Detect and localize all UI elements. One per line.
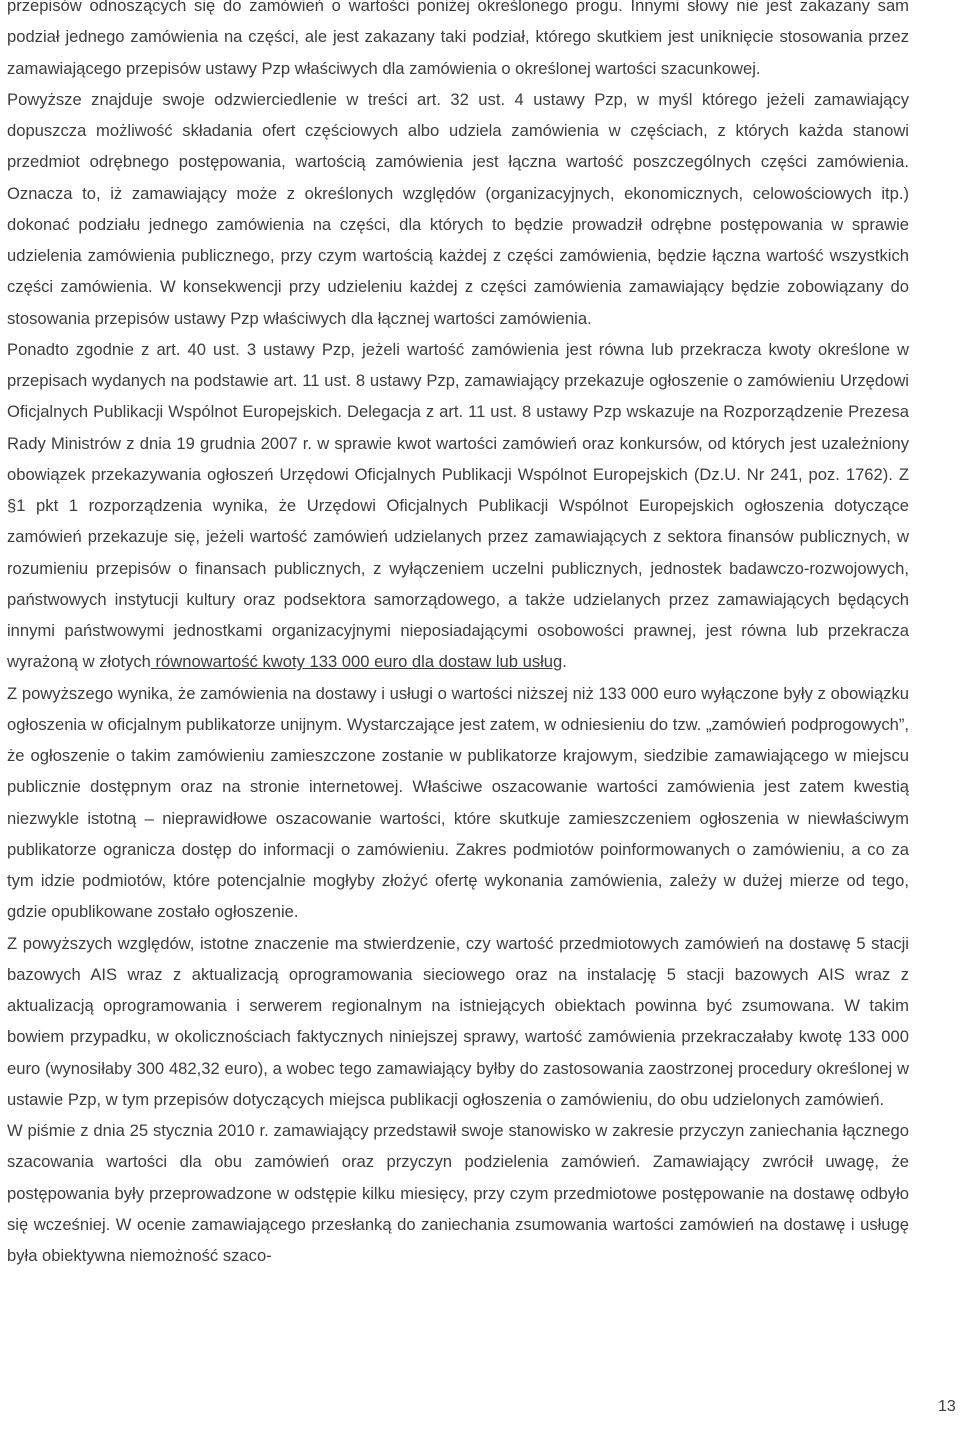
paragraph-4: Z powyższego wynika, że zamówienia na dostawy i usługi o wartości niższej niż 133 000 euro wyłączone były z obowiązku ogłoszenia w oficjalnym publikatorze unijnym. Wystarczające jest zatem, w odniesieniu do tzw. „zamówień podprogowych”, że ogłoszenie o takim zamówieniu zamieszczone zostanie w publikatorze krajowym, siedzibie zamawiającego w miejscu publicznie dostępnym oraz na stronie internetowej. Właściwe oszacowanie wartości zamówienia jest zatem kwestią niezwykle istotną – nieprawidłowe oszacowanie wartości, które skutkuje zamieszczeniem ogłoszenia w niewłaściwym publikatorze ogranicza dostęp do informacji o zamówieniu. Zakres podmiotów poinformowanych o zamówieniu, a co za tym idzie podmiotów, które potencjalnie mogłyby złożyć ofertę wykonania zamówienia, zależy w dużej mierze od tego, gdzie opublikowane zostało ogłoszenie. [7, 683, 909, 922]
paragraph-2: Powyższe znajduje swoje odzwierciedlenie w treści art. 32 ust. 4 ustawy Pzp, w myśl którego jeżeli zamawiający dopuszcza możliwość składania ofert częściowych albo udziela zamówienia w częściach, z których każda stanowi przedmiot odrębnego postępowania, wartością zamówienia jest łączna wartość poszczególnych części zamówienia. Oznacza to, iż zamawiający może z określonych względów (organizacyjnych, ekonomicznych, celowościowych itp.) dokonać podziału jednego zamówienia na części, dla których to będzie prowadził odrębne postępowania w sprawie udzielenia zamówienia publicznego, przy czym wartością każdej z części zamówienia, będzie łączna wartość wszystkich części zamówienia. W konsekwencji przy udzieleniu każdej z części zamówienia zamawiający będzie zobowiązany do stosowania przepisów ustawy Pzp właściwych dla łącznej wartości zamówienia. [7, 89, 909, 328]
paragraph-3 [7, 334, 909, 678]
paragraph-5: Z powyższych względów, istotne znaczenie ma stwierdzenie, czy wartość przedmiotowych zamówień na dostawę 5 stacji bazowych AIS wraz z aktualizacją oprogramowania sieciowego oraz na instalację 5 stacji bazowych AIS wraz z aktualizacją oprogramowania i serwerem regionalnym na istniejących obiektach powinna być zsumowana. W takim bowiem przypadku, w okolicznościach faktycznych niniejszej sprawy, wartość zamówienia przekraczałaby kwotę 133 000 euro (wynosiłaby 300 482,32 euro), a wobec tego zamawiający byłby do zastosowania zaostrzonej procedury określonej w ustawie Pzp, w tym przepisów dotyczących miejsca publikacji ogłoszenia o zamówieniu, do obu udzielonych zamówień. [7, 933, 909, 1109]
paragraph-1: przepisów odnoszących się do zamówień o wartości poniżej określonego progu. Innymi słowy nie jest zakazany sam podział jednego zamówienia na części, ale jest zakazany taki podział, którego skutkiem jest uniknięcie stosowania przez zamawiającego przepisów ustawy Pzp właściwych dla zamówienia o określonej wartości szacunkowej. [7, 0, 909, 78]
paragraph-3-text: Ponadto zgodnie z art. 40 ust. 3 ustawy Pzp, jeżeli wartość zamówienia jest równa lub przekracza kwoty określone w przepisach wydanych na podstawie art. 11 ust. 8 ustawy Pzp, zamawiający przekazuje ogłoszenie o zamówieniu Urzędowi Oficjalnych Publikacji Wspólnot Europejskich. Delegacja z art. 11 ust. 8 ustawy Pzp wskazuje na Rozporządzenie Prezesa Rady Ministrów z dnia 19 grudnia 2007 r. w sprawie kwot wartości zamówień oraz konkursów, od których jest uzależniony obowiązek przekazywania ogłoszeń Urzędowi Oficjalnych Publikacji Wspólnot Europejskich (Dz.U. Nr 241, poz. 1762). Z §1 pkt 1 rozporządzenia wynika, że Urzędowi Oficjalnych Publikacji Wspólnot Europejskich ogłoszenia dotyczące zamówień przekazuje się, jeżeli wartość zamówień udzielanych przez zamawiających z sektora finansów publicznych, w rozumieniu przepisów o finansach publicznych, z wyłączeniem uczelni publicznych, jednostek badawczo-rozwojowych, państwowych instytucji kultury oraz podsektora samorządowego, a także udzielanych przez zamawiających będących innymi państwowymi jednostkami organizacyjnymi nieposiadającymi osobowości prawnej, jest równa lub przekracza wyrażoną w złotych [7, 339, 909, 672]
paragraph-3-end: . [562, 652, 567, 672]
paragraph-6: W piśmie z dnia 25 stycznia 2010 r. zamawiający przedstawił swoje stanowisko w zakresie przyczyn zaniechania łącznego szacowania wartości dla obu zamówień oraz przyczyn podzielenia zamówień. Zamawiający zwrócił uwagę, że postępowania były przeprowadzone w odstępie kilku miesięcy, przy czym przedmiotowe postępowanie na dostawę odbyło się wcześniej. W ocenie zamawiającego przesłanką do zaniechania zsumowania wartości zamówień na dostawę i usługę była obiektywna niemożność szaco- [7, 1121, 909, 1265]
underlined-threshold: równowartość kwoty 133 000 euro dla dostaw lub usług [150, 652, 563, 672]
page-number: 13 [938, 1398, 956, 1415]
body-text [7, 0, 909, 1271]
